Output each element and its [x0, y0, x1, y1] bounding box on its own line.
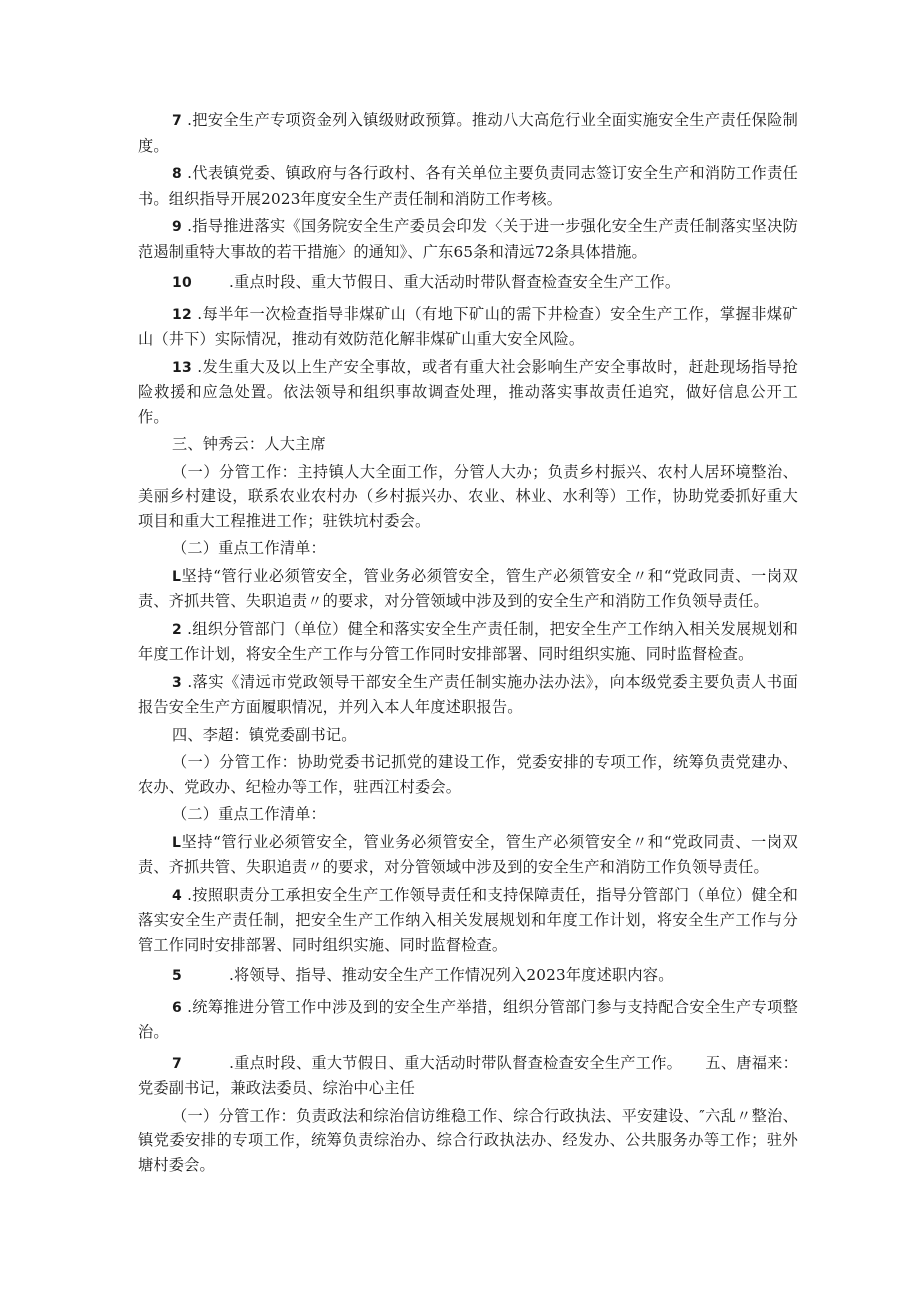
- item-text: .按照职责分工承担安全生产工作领导责任和支持保障责任，指导分管部门（单位）健全和落实安全生产责任制，把安全生产工作纳入相关发展规划和年度工作计划，将安全生产工作与分管工作同时安排部署、同时组织实施、同时监督检查。: [138, 885, 798, 954]
- subheading-text: （二）重点工作清单：: [172, 539, 326, 557]
- item-number: 6: [172, 999, 182, 1016]
- section-title: 三、钟秀云：人大主席: [172, 435, 326, 453]
- duties-paragraph: [138, 1104, 798, 1178]
- item-number: 4: [172, 887, 182, 904]
- item-13-accident-response: [138, 355, 798, 430]
- item-text: 坚持“管行业必须管安全，管业务必须管安全，管生产必须管安全〃和“党政同责、一岗双责、齐抓共管、失职追责〃的要求，对分管领域中涉及到的安全生产和消防工作负领导责任。: [138, 832, 798, 876]
- item-12-mine-inspection: [138, 302, 798, 352]
- item-10-inspection: [138, 270, 798, 296]
- item-number: 9: [172, 219, 182, 235]
- item-3-implement: [138, 670, 798, 720]
- item-number: L: [172, 568, 182, 585]
- item-8-responsibility-letters: [138, 161, 798, 211]
- section-heading-3: [138, 432, 798, 457]
- item-4-responsibility: [138, 883, 798, 958]
- item-number: 2: [172, 621, 182, 638]
- item-text: .代表镇党委、镇政府与各行政村、各有关单位主要负责同志签订安全生产和消防工作责任书。组织指导开展2023年度安全生产责任制和消防工作考核。: [138, 164, 798, 208]
- item-7-inspection: [138, 1051, 798, 1101]
- item-text: .落实《清远市党政领导干部安全生产责任制实施办法办法》，向本级党委主要负责人书面报告安全生产方面履职情况，并列入本人年度述职报告。: [138, 672, 798, 716]
- item-1-principle: [138, 564, 798, 614]
- item-text: .将领导、指导、推动安全生产工作情况列入2023年度述职内容。: [224, 966, 674, 984]
- item-number: L: [172, 834, 182, 851]
- item-text: .每半年一次检查指导非煤矿山（有地下矿山的需下井检查）安全生产工作，掌握非煤矿山（井下）实际情况，推动有效防范化解非煤矿山重大安全风险。: [138, 304, 798, 348]
- subheading-task-list: [138, 536, 798, 561]
- document-page: [138, 108, 798, 1180]
- item-number: 5: [172, 968, 182, 984]
- item-2-organize: [138, 617, 798, 667]
- duties-paragraph: [138, 460, 798, 534]
- item-text: .把安全生产专项资金列入镇级财政预算。推动八大高危行业全面实施安全生产责任保险制度。: [138, 111, 798, 155]
- duties-paragraph: [138, 750, 798, 799]
- item-number: 7: [172, 1055, 182, 1072]
- item-number: 3: [172, 674, 182, 691]
- item-9-guidance-measures: [138, 214, 798, 264]
- duties-text: （一）分管工作：主持镇人大全面工作，分管人大办；负责乡村振兴、农村人居环境整治、美丽乡村建设，联系农业农村办（乡村振兴办、农业、林业、水利等）工作，协助党委抓好重大项目和重大工程推进工作；驻铁坑村委会。: [138, 462, 798, 530]
- section-title: 四、李超：镇党委副书记。: [172, 725, 357, 744]
- section-heading-4: [138, 723, 798, 748]
- duties-text: （一）分管工作：负责政法和综治信访维稳工作、综合行政执法、平安建设、″六乱〃整治、镇党委安排的专项工作，统筹负责综治办、综合行政执法办、经发办、公共服务办等工作；驻外塘村委会。: [138, 1106, 798, 1174]
- item-6-coordination: [138, 995, 798, 1045]
- subheading-task-list: [138, 802, 798, 827]
- item-text: .组织分管部门（单位）健全和落实安全生产责任制，把安全生产工作纳入相关发展规划和年度工作计划，将安全生产工作与分管工作同时安排部署、同时组织实施、同时监督检查。: [138, 619, 798, 663]
- duties-text: （一）分管工作：协助党委书记抓党的建设工作，党委安排的专项工作，统筹负责党建办、农办、党政办、纪检办等工作，驻西江村委会。: [138, 753, 798, 796]
- subheading-text: （二）重点工作清单：: [172, 805, 326, 823]
- item-number: 12: [172, 306, 192, 323]
- item-text: .发生重大及以上生产安全事故，或者有重大社会影响生产安全事故时，赶赴现场指导抢险救援和应急处置。依法领导和组织事故调查处理，推动落实事故责任追究，做好信息公开工作。: [138, 357, 798, 426]
- item-number: 13: [172, 359, 192, 376]
- item-text: .统筹推进分管工作中涉及到的安全生产举措，组织分管部门参与支持配合安全生产专项整治。: [138, 997, 798, 1041]
- item-text: .指导推进落实《国务院安全生产委员会印发〈关于进一步强化安全生产责任制落实坚决防范遏制重特大事故的若干措施〉的通知》、广东65条和清远72条具体措施。: [138, 217, 798, 261]
- item-text: .重点时段、重大节假日、重大活动时带队督查检查安全生产工作。 五、唐福来：党委副书记，兼政法委员、综治中心主任: [138, 1053, 798, 1097]
- item-number: 10: [172, 275, 192, 291]
- item-1-principle: [138, 830, 798, 880]
- item-text: .重点时段、重大节假日、重大活动时带队督查检查安全生产工作。: [224, 273, 681, 291]
- item-5-report: [138, 963, 798, 989]
- item-7-capital-funds: [138, 108, 798, 158]
- item-number: 8: [172, 166, 182, 182]
- item-text: 坚持“管行业必须管安全，管业务必须管安全，管生产必须管安全〃和“党政同责、一岗双责、齐抓共管、失职追责〃的要求，对分管领域中涉及到的安全生产和消防工作负领导责任。: [138, 566, 798, 610]
- item-number: 7: [172, 113, 182, 129]
